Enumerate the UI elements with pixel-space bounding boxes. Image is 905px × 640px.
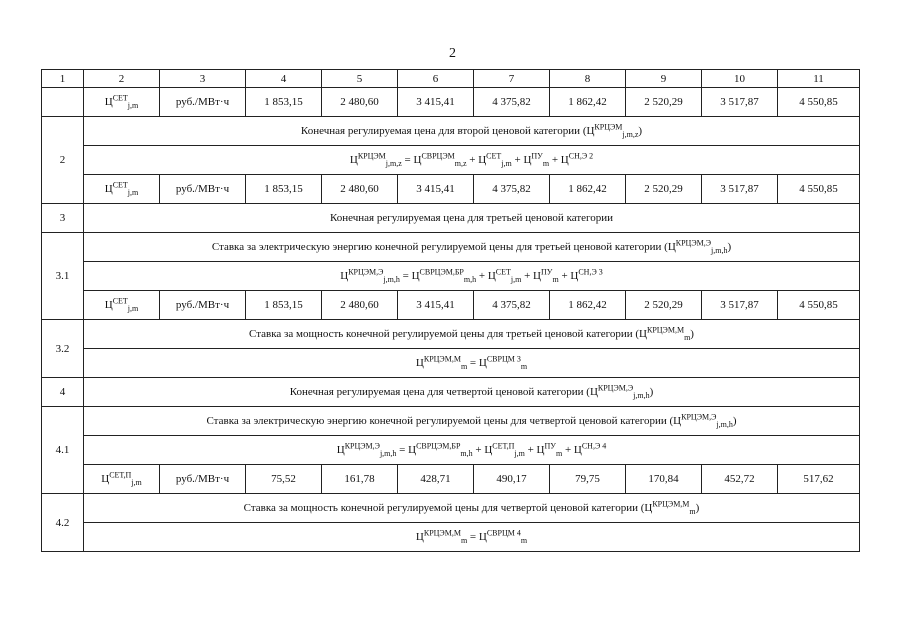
table-row	[42, 378, 860, 407]
section-title: Конечная регулируемая цена для третьей ценовой категории	[84, 204, 860, 233]
section-title: Конечная регулируемая цена для второй ценовой категории $(Ц^{КРЦЭМ}_{j,m,z})$	[84, 117, 860, 146]
header-cell: 4	[246, 70, 322, 88]
table-row	[42, 436, 860, 465]
value-cell: 3 517,87	[702, 175, 778, 204]
value-cell: 161,78	[322, 465, 398, 494]
row-number-cell: 2	[42, 117, 84, 204]
unit-cell: руб./МВт·ч	[160, 291, 246, 320]
value-cell: 1 853,15	[246, 291, 322, 320]
value-cell: 2 480,60	[322, 88, 398, 117]
header-row	[42, 70, 860, 88]
value-cell: 517,62	[778, 465, 860, 494]
header-cell: 6	[398, 70, 474, 88]
table-row	[42, 407, 860, 436]
section-title: Ставка за мощность конечной регулируемой цены для четвертой ценовой категории $(Ц^{КРЦЭМ,М}_m)$	[84, 494, 860, 523]
table-row	[42, 146, 860, 175]
value-cell: 4 375,82	[474, 291, 550, 320]
header-cell: 10	[702, 70, 778, 88]
unit-cell: руб./МВт·ч	[160, 465, 246, 494]
table-row	[42, 349, 860, 378]
section-title: Конечная регулируемая цена для четвертой ценовой категории $(Ц^{КРЦЭМ,Э}_{j,m,h})$	[84, 378, 860, 407]
value-cell: 4 550,85	[778, 291, 860, 320]
value-cell: 2 480,60	[322, 291, 398, 320]
value-cell: 4 550,85	[778, 175, 860, 204]
table-row	[42, 291, 860, 320]
table-row	[42, 262, 860, 291]
value-cell: 2 520,29	[626, 88, 702, 117]
value-cell: 1 862,42	[550, 175, 626, 204]
table-row	[42, 320, 860, 349]
section-title: Ставка за электрическую энергию конечной регулируемой цены для четвертой ценовой категории $(Ц^{КРЦЭМ,Э}_{j,m,h})$	[84, 407, 860, 436]
value-cell: 490,17	[474, 465, 550, 494]
formula: $Ц^{КРЦЭМ,М}_m = Ц^{СВРЦМ 3}_m$	[84, 349, 860, 378]
value-cell: 2 480,60	[322, 175, 398, 204]
table-row	[42, 175, 860, 204]
value-cell: 1 853,15	[246, 175, 322, 204]
header-cell: 2	[84, 70, 160, 88]
row-number-cell	[42, 88, 84, 117]
header-cell: 1	[42, 70, 84, 88]
formula: $Ц^{КРЦЭМ,Э}_{j,m,h} = Ц^{СВРЦЭМ,БР}_{m,h} + Ц^{СЕТ,П}_{j,m} + Ц^{ПУ}_m + Ц^{СН,Э 4}$	[84, 436, 860, 465]
value-cell: 3 517,87	[702, 291, 778, 320]
row-number-cell: 4.2	[42, 494, 84, 552]
section-title: Ставка за электрическую энергию конечной регулируемой цены для третьей ценовой категории $(Ц^{КРЦЭМ,Э}_{j,m,h})$	[84, 233, 860, 262]
table-row	[42, 204, 860, 233]
table-row	[42, 523, 860, 552]
row-number-cell: 4.1	[42, 407, 84, 494]
header-cell: 5	[322, 70, 398, 88]
value-cell: 170,84	[626, 465, 702, 494]
value-cell: 3 415,41	[398, 291, 474, 320]
value-cell: 4 550,85	[778, 88, 860, 117]
table-row	[42, 117, 860, 146]
row-number-cell: 3	[42, 204, 84, 233]
value-cell: 3 415,41	[398, 175, 474, 204]
value-cell: 2 520,29	[626, 175, 702, 204]
row-number-cell: 4	[42, 378, 84, 407]
unit-cell: руб./МВт·ч	[160, 175, 246, 204]
symbol-cell: $Ц^{СЕТ}_{j,m}$	[84, 175, 160, 204]
value-cell: 3 415,41	[398, 88, 474, 117]
header-cell: 11	[778, 70, 860, 88]
header-cell: 3	[160, 70, 246, 88]
table-row	[42, 233, 860, 262]
unit-cell: руб./МВт·ч	[160, 88, 246, 117]
symbol-cell: $Ц^{СЕТ}_{j,m}$	[84, 291, 160, 320]
value-cell: 452,72	[702, 465, 778, 494]
tariff-table	[41, 69, 860, 552]
value-cell: 75,52	[246, 465, 322, 494]
formula: $Ц^{КРЦЭМ,М}_m = Ц^{СВРЦМ 4}_m$	[84, 523, 860, 552]
value-cell: 3 517,87	[702, 88, 778, 117]
value-cell: 79,75	[550, 465, 626, 494]
formula: $Ц^{КРЦЭМ,Э}_{j,m,h} = Ц^{СВРЦЭМ,БР}_{m,h} + Ц^{СЕТ}_{j,m} + Ц^{ПУ}_m + Ц^{СН,Э 3}$	[84, 262, 860, 291]
header-cell: 8	[550, 70, 626, 88]
value-cell: 2 520,29	[626, 291, 702, 320]
symbol-cell: $Ц^{СЕТ}_{j,m}$	[84, 88, 160, 117]
value-cell: 4 375,82	[474, 175, 550, 204]
row-number-cell: 3.1	[42, 233, 84, 320]
table-row	[42, 465, 860, 494]
section-title: Ставка за мощность конечной регулируемой цены для третьей ценовой категории $(Ц^{КРЦЭМ,М}_m)$	[84, 320, 860, 349]
table-row	[42, 494, 860, 523]
value-cell: 1 862,42	[550, 291, 626, 320]
value-cell: 428,71	[398, 465, 474, 494]
page-number: 2	[449, 46, 456, 61]
table-row	[42, 88, 860, 117]
header-cell: 7	[474, 70, 550, 88]
value-cell: 1 862,42	[550, 88, 626, 117]
value-cell: 4 375,82	[474, 88, 550, 117]
header-cell: 9	[626, 70, 702, 88]
row-number-cell: 3.2	[42, 320, 84, 378]
formula: $Ц^{КРЦЭМ}_{j,m,z} = Ц^{СВРЦЭМ}_{m,z} + Ц^{СЕТ}_{j,m} + Ц^{ПУ}_m + Ц^{СН,Э 2}$	[84, 146, 860, 175]
symbol-cell: $Ц^{СЕТ,П}_{j,m}$	[84, 465, 160, 494]
value-cell: 1 853,15	[246, 88, 322, 117]
